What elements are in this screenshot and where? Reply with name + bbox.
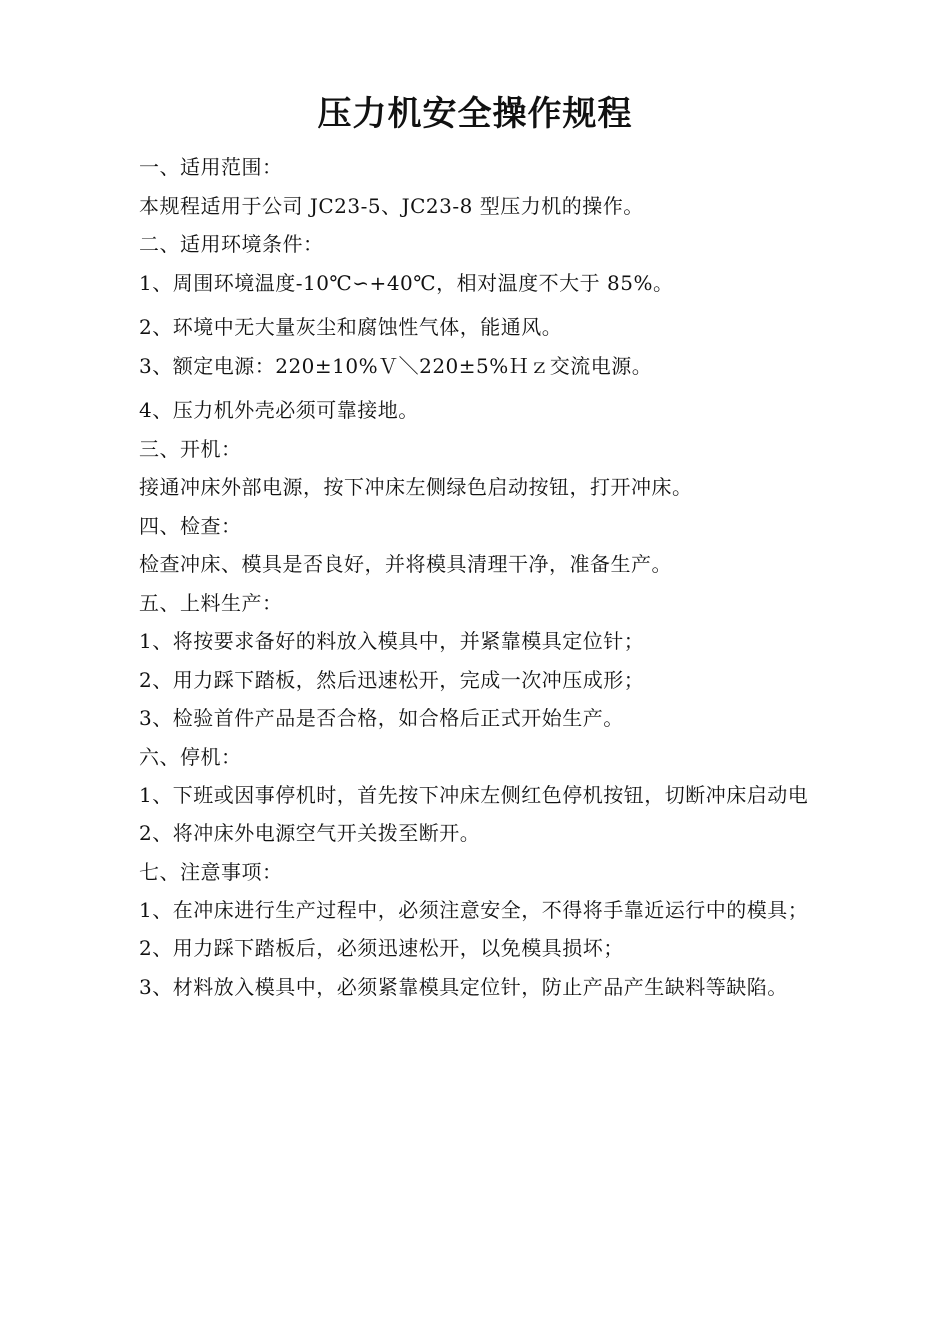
list-item: 2、用力踩下踏板后，必须迅速松开，以免模具损坏； bbox=[139, 936, 624, 960]
list-item: 2、将冲床外电源空气开关拨至断开。 bbox=[139, 821, 481, 845]
section-heading: 四、检查： bbox=[139, 513, 242, 538]
list-item: 1、将按要求备好的料放入模具中，并紧靠模具定位针； bbox=[139, 629, 645, 653]
section-heading: 七、注意事项： bbox=[139, 859, 283, 884]
paragraph: 检查冲床、模具是否良好，并将模具清理干净，准备生产。 bbox=[139, 552, 672, 576]
section-heading: 二、适用环境条件： bbox=[139, 232, 324, 256]
list-item: 2、环境中无大量灰尘和腐蚀性气体，能通风。 bbox=[139, 315, 563, 339]
document-body bbox=[139, 148, 819, 1006]
section-heading: 六、停机： bbox=[139, 744, 242, 769]
list-item: 1、在冲床进行生产过程中，必须注意安全，不得将手靠近运行中的模具； bbox=[139, 898, 809, 922]
list-item: 3、额定电源：220±10%Ｖ＼220±5%Ｈｚ交流电源。 bbox=[139, 353, 653, 378]
section-heading: 五、上料生产： bbox=[139, 590, 283, 615]
list-item: 1、下班或因事停机时，首先按下冲床左侧红色停机按钮，切断冲床启动电 bbox=[139, 783, 809, 807]
list-item: 1、周围环境温度-10℃∽+40℃，相对温度不大于 85%。 bbox=[139, 270, 674, 295]
list-item: 2、用力踩下踏板，然后迅速松开，完成一次冲压成形； bbox=[139, 667, 645, 692]
section-heading: 三、开机： bbox=[139, 436, 242, 461]
paragraph: 本规程适用于公司 JC23-5、JC23-8 型压力机的操作。 bbox=[139, 193, 644, 218]
document-title: 压力机安全操作规程 bbox=[317, 94, 633, 134]
list-item: 3、材料放入模具中，必须紧靠模具定位针，防止产品产生缺料等缺陷。 bbox=[139, 974, 788, 999]
paragraph: 接通冲床外部电源，按下冲床左侧绿色启动按钮，打开冲床。 bbox=[139, 475, 693, 499]
list-item: 4、压力机外壳必须可靠接地。 bbox=[139, 398, 419, 422]
section-heading: 一、适用范围： bbox=[139, 155, 283, 179]
list-item: 3、检验首件产品是否合格，如合格后正式开始生产。 bbox=[139, 706, 624, 730]
